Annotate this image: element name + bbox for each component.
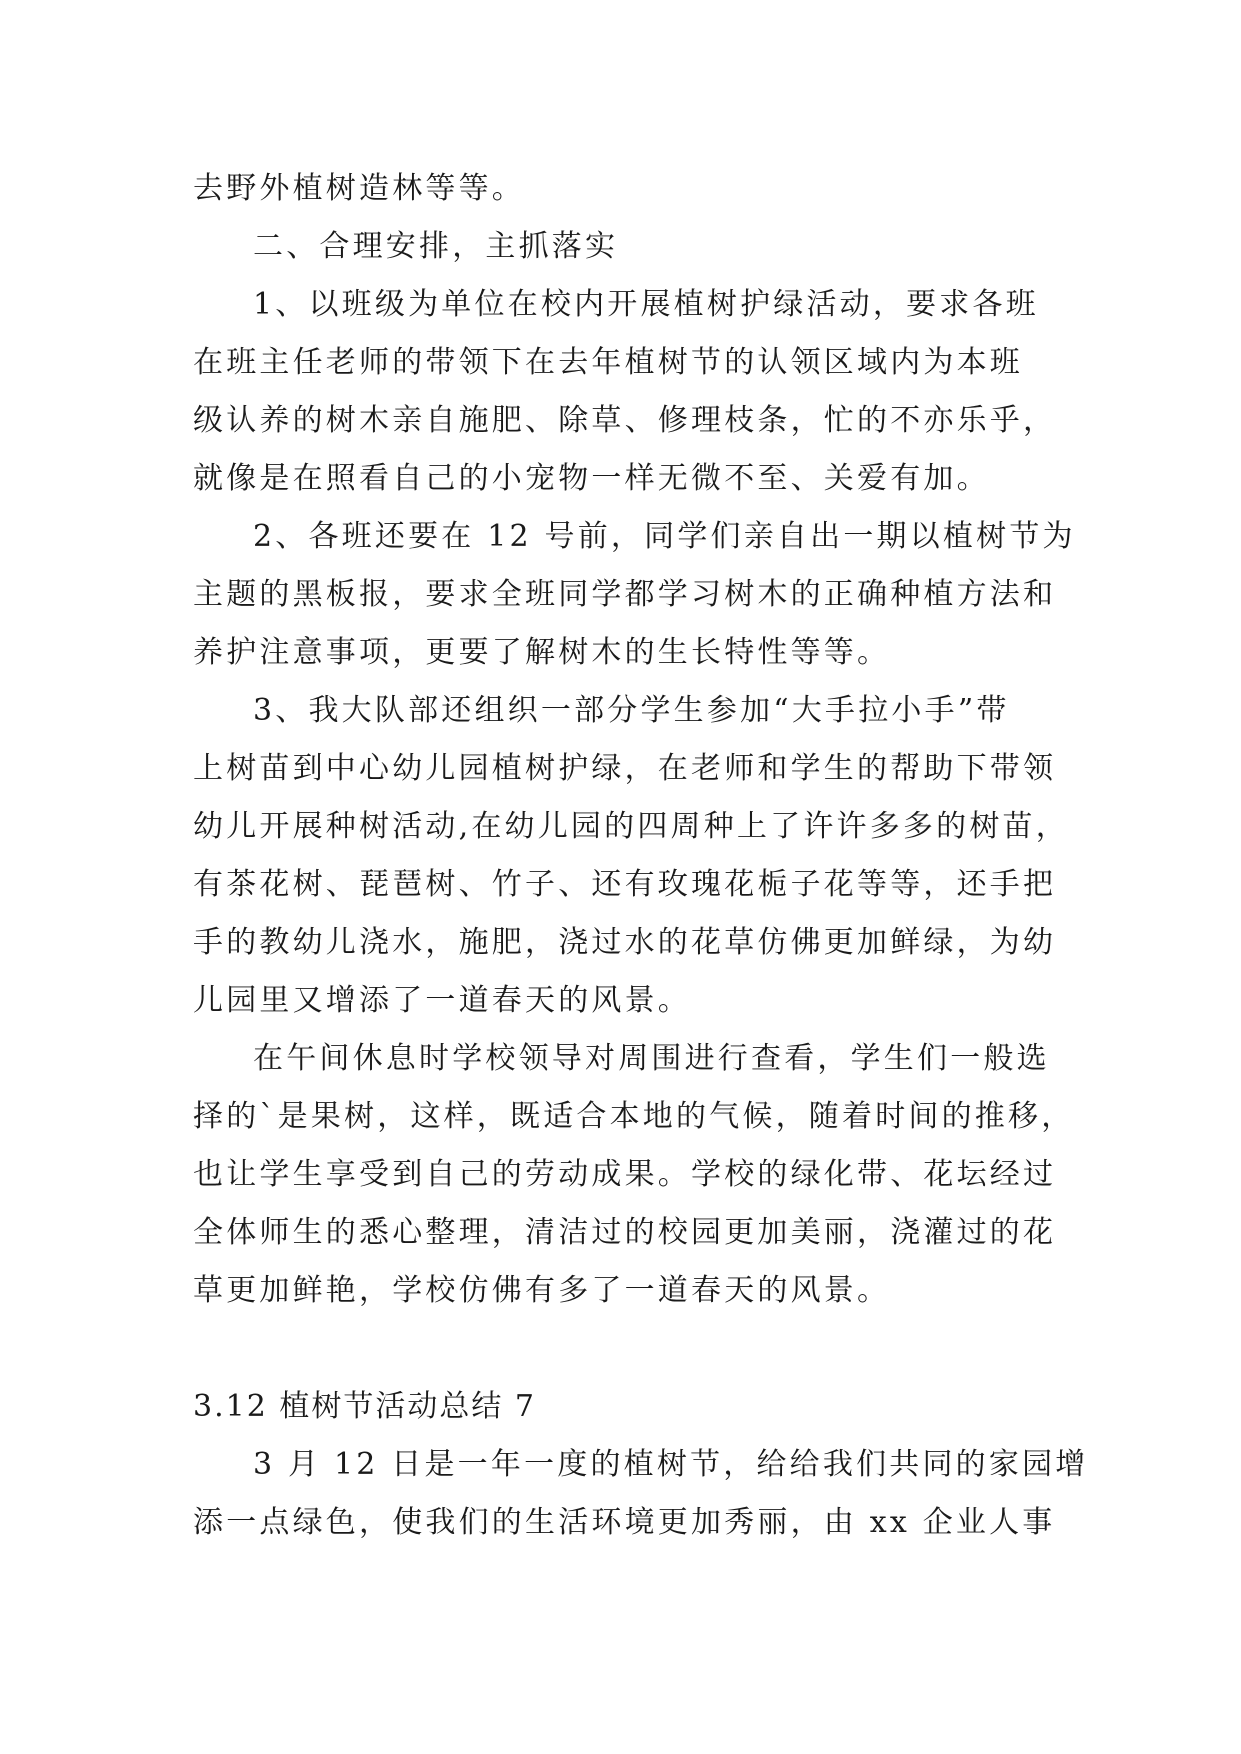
paragraph-line: 幼儿开展种树活动,在幼儿园的四周种上了许许多多的树苗，	[193, 809, 1069, 844]
paragraph-line: 主题的黑板报，要求全班同学都学习树木的正确种植方法和	[193, 577, 1057, 612]
paragraph-line: 3 月 12 日是一年一度的植树节，给给我们共同的家园增	[253, 1447, 1089, 1482]
section-spacer	[193, 1320, 1073, 1378]
paragraph-line: 养护注意事项，更要了解树木的生长特性等等。	[193, 635, 891, 670]
paragraph-line: 在午间休息时学校领导对周围进行查看，学生们一般选	[253, 1041, 1050, 1076]
paragraph-line: 添一点绿色，使我们的生活环境更加秀丽，由 xx 企业人事	[193, 1505, 1056, 1540]
section-heading: 3.12 植树节活动总结 7	[193, 1389, 536, 1424]
paragraph-line: 级认养的树木亲自施肥、除草、修理枝条，忙的不亦乐乎，	[193, 403, 1057, 438]
paragraph-line: 2、各班还要在 12 号前，同学们亲自出一期以植树节为	[253, 519, 1076, 554]
section-subheading: 二、合理安排，主抓落实	[253, 229, 619, 264]
paragraph-line: 就像是在照看自己的小宠物一样无微不至、关爱有加。	[193, 461, 990, 496]
paragraph-line: 也让学生享受到自己的劳动成果。学校的绿化带、花坛经过	[193, 1157, 1057, 1192]
paragraph-line: 手的教幼儿浇水，施肥，浇过水的花草仿佛更加鲜绿，为幼	[193, 925, 1057, 960]
paragraph-line: 全体师生的悉心整理，清洁过的校园更加美丽，浇灌过的花	[193, 1215, 1057, 1250]
paragraph-line: 3、我大队部还组织一部分学生参加“大手拉小手”带	[253, 693, 1010, 728]
paragraph-line: 有茶花树、琵琶树、竹子、还有玫瑰花栀子花等等，还手把	[193, 867, 1057, 902]
paragraph-line: 1、以班级为单位在校内开展植树护绿活动，要求各班	[253, 287, 1039, 322]
paragraph-line: 草更加鲜艳，学校仿佛有多了一道春天的风景。	[193, 1273, 891, 1308]
paragraph-line: 在班主任老师的带领下在去年植树节的认领区域内为本班	[193, 345, 1023, 380]
document-body	[193, 160, 1089, 1552]
paragraph-line: 择的`是果树，这样，既适合本地的气候，随着时间的推移，	[193, 1099, 1075, 1134]
paragraph-line: 儿园里又增添了一道春天的风景。	[193, 983, 691, 1018]
paragraph-line: 上树苗到中心幼儿园植树护绿，在老师和学生的帮助下带领	[193, 751, 1057, 786]
paragraph-line: 去野外植树造林等等。	[193, 171, 525, 206]
